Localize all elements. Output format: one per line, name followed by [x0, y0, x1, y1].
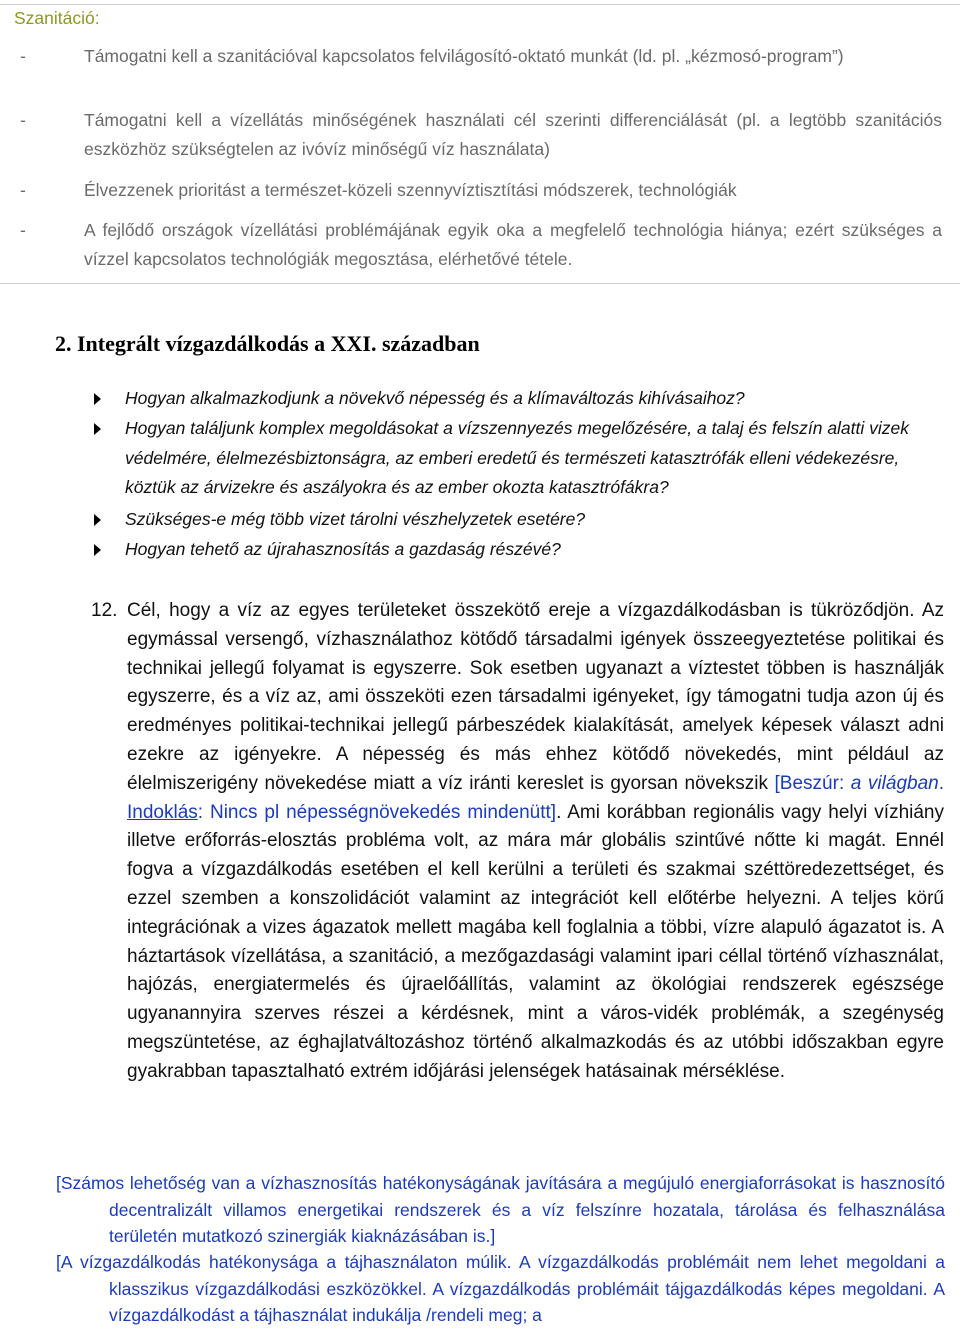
list-dash: -	[20, 110, 26, 130]
triangle-bullet-icon	[94, 393, 101, 405]
justification-link[interactable]: Indoklás	[127, 801, 198, 823]
question-text: Hogyan találjunk komplex megoldásokat a vízszennyezés megelőzésére, a talaj és felszín alatti vizek védelmére, élelmezésbiztonságra, az emberi eredetű és természeti katasztrófák elleni védekezésre, köztük az árvizekre és aszályokra és az ember okozta katasztrófákra?	[125, 418, 910, 497]
list-item-text: Élvezzenek prioritást a természet-közeli szennyvíztisztítási módszerek, technológiák	[84, 180, 737, 200]
justification-text: : Nincs pl népességnövekedés mindenütt]	[197, 801, 557, 823]
paragraph-number: 12.	[91, 600, 118, 621]
list-item-text: Támogatni kell a szanitációval kapcsolatos felvilágosító-oktató munkát (ld. pl. „kézmosó-program”)	[84, 46, 844, 66]
section-heading-sanitation: Szanitáció:	[14, 8, 100, 28]
insert-dot: .	[938, 772, 944, 794]
section-heading-integrated-water: 2. Integrált vízgazdálkodás a XXI. században	[55, 331, 480, 356]
triangle-bullet-icon	[94, 423, 101, 435]
triangle-bullet-icon	[94, 514, 101, 526]
question-text: Hogyan alkalmazkodjunk a növekvő népesség és a klímaváltozás kihívásaihoz?	[125, 388, 745, 408]
paragraph-12	[91, 597, 944, 1087]
triangle-bullet-icon	[94, 544, 101, 556]
paragraph-text: Cél, hogy a víz az egyes területeket összekötő ereje a vízgazdálkodásban is tükröződjön. Az egymással versengő, vízhasználathoz kötődő társadalmi igények összeegyeztetése politikai és technikai jellegű folyamat is egyszerre. Sok esetben ugyanazt a víztestet többen is használják egyszerre, és a víz az, ami összeköti ezen társadalmi igényeket, így támogatni tudja azon új és eredményes politikai-technikai jellegű párbeszédek kialakítását, amelyek képesek választ adni ezekre az igényekre. A népesség és más ehhez kötődő növekedés, mint például az élelmiszerigény növekedése miatt a víz iránti kereslet is gyorsan növekszik	[127, 600, 944, 794]
bracket-note: [A vízgazdálkodás hatékonysága a tájhasználaton múlik. A vízgazdálkodás problémáit nem lehet megoldani a klasszikus vízgazdálkodási eszközökkel. A vízgazdálkodás problémáit tájgazdálkodás képes megoldani. A vízgazdálkodást a tájhasználat indukálja /rendeli meg; a	[56, 1252, 945, 1325]
list-dash: -	[20, 46, 26, 66]
insert-open: [Beszúr:	[774, 772, 851, 794]
bracket-note: [Számos lehetőség van a vízhasznosítás hatékonyságának javítására a megújuló energiaforrásokat is hasznosító decentralizált villamos energetikai rendszerek és a víz felszínre hozatala, tárolása és felhasználása területén mutatkozó szinergiák kiaknázásában is.]	[56, 1173, 945, 1246]
section-rule	[0, 283, 960, 284]
top-rule	[0, 4, 960, 5]
list-dash: -	[20, 220, 26, 240]
question-text: Szükséges-e még több vizet tárolni vészhelyzetek esetére?	[125, 509, 586, 529]
list-dash: -	[20, 180, 26, 200]
insert-italic: a világban	[850, 772, 939, 794]
question-text: Hogyan tehető az újrahasznosítás a gazdaság részévé?	[125, 539, 561, 559]
paragraph-text-continued: . Ami korábban regionális vagy helyi vízhiány illetve erőforrás-elosztás probléma volt, az mára már globális szintűvé nőtte ki magát. Ennél fogva a vízgazdálkodás esetében el kell kerülni a területi és szakmai széttöredezettséget, és ezzel szemben a konszolidációt valamint az integrációt kell előtérbe helyezni. A teljes körű integrációnak a vizes ágazatok mellett magába kell foglalnia a többi, vízre alapuló ágazatot is. A háztartások vízellátása, a szanitáció, a mezőgazdasági valamint ipari céllal történő vízhasználat, hajózás, energiatermelés és újraelőállítás, valamint az ökológiai rendszerek egészsége ugyanannyira szerves részei a kérdésnek, mint a város-vidék problémák, a szegénység megszüntetése, az éghajlatváltozáshoz történő alkalmazkodás és az utóbbi időszakban egyre gyakrabban tapasztalható extrém időjárási jelenségek hatásainak mérséklése.	[127, 801, 944, 1082]
list-item-text: Támogatni kell a vízellátás minőségének használati cél szerinti differenciálását (pl. a legtöbb szanitációs eszközhöz szükségtelen az ivóvíz minőségű víz használata)	[84, 110, 942, 159]
list-item-text: A fejlődő országok vízellátási problémájának egyik oka a megfelelő technológia hiánya; ezért szükséges a vízzel kapcsolatos technológiák megosztása, elérhetővé tétele.	[84, 220, 942, 269]
